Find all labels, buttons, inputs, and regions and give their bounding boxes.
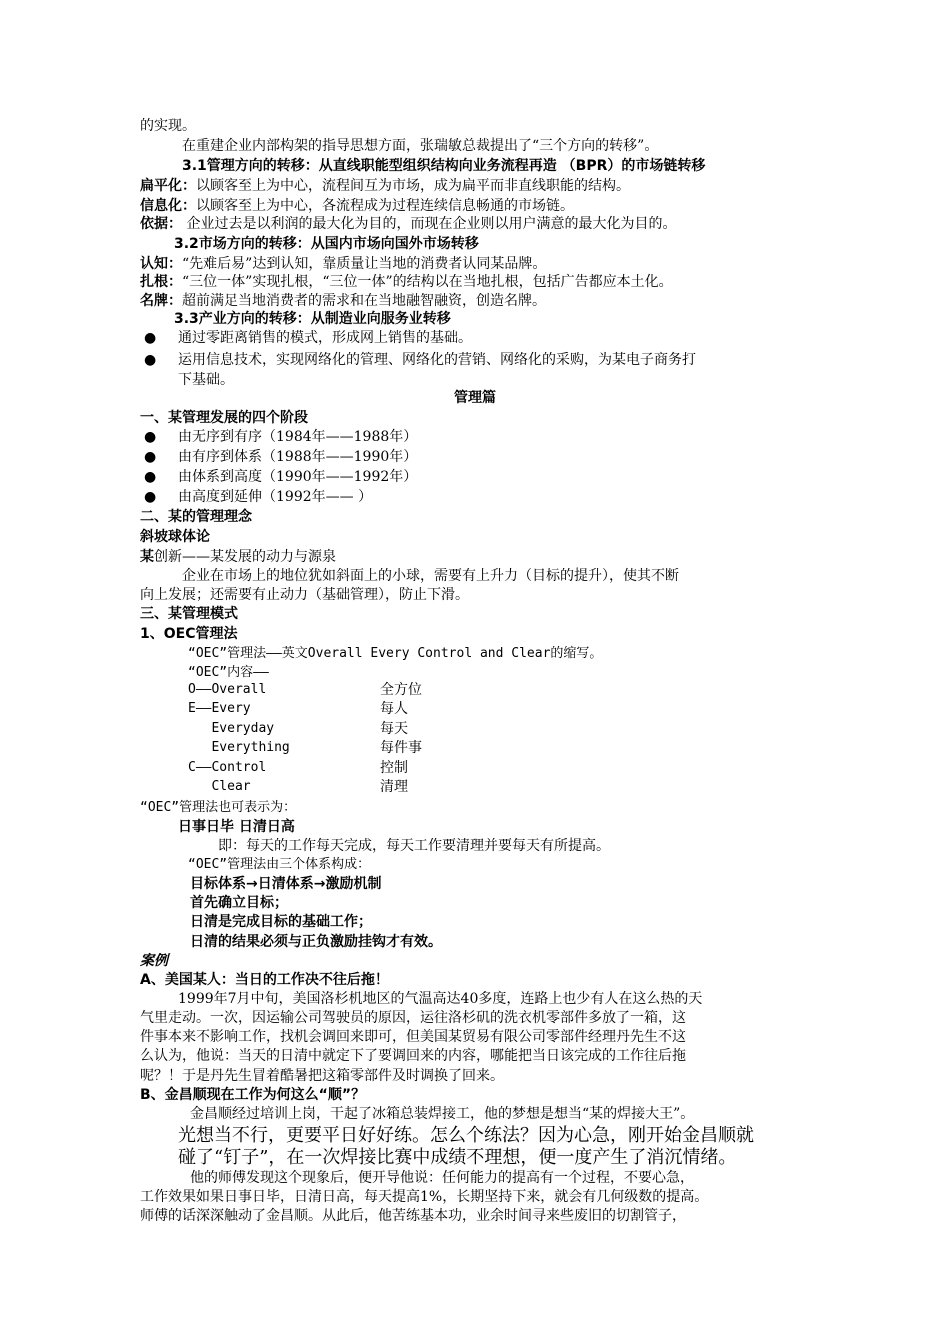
system-point: 首先确立目标； — [190, 895, 288, 911]
oec-term-zh: 每天 — [380, 721, 408, 737]
bullet-icon: ● — [144, 489, 157, 505]
oec-term-en: Everyday — [188, 721, 275, 736]
case-a-text: 么认为，他说：当天的日清中就定下了要调回来的内容，哪能把当日该完成的工作往后拖 — [140, 1048, 686, 1064]
term-value: 以顾客至上为中心，流程间互为市场，成为扁平而非直线职能的结构。 — [196, 178, 630, 194]
term-value: 超前满足当地消费者的需求和在当地融智融资，创造名牌。 — [182, 293, 546, 309]
text-line: 在重建企业内部构架的指导思想方面，张瑞敏总裁提出了“三个方向的转移”。 — [182, 138, 659, 154]
bullet-icon: ● — [144, 352, 157, 368]
oec-term-zh: 每件事 — [380, 740, 422, 756]
system-intro: “OEC”管理法由三个体系构成： — [188, 857, 371, 872]
term-label: 认知： — [140, 256, 182, 272]
system-point: 日清是完成目标的基础工作； — [190, 914, 372, 930]
bullet-icon: ● — [144, 469, 157, 485]
motto-explanation: 即：每天的工作每天完成，每天工作要清理并要每天有所提高。 — [218, 838, 610, 854]
oec-definition: “OEC”管理法——英文Overall Every Control and Clear的缩写。 — [188, 646, 603, 661]
stage-item: 由有序到体系（1988年——1990年） — [178, 449, 418, 465]
definition-basis — [140, 214, 676, 234]
section-title: 管理篇 — [454, 390, 496, 406]
text-line: 向上发展；还需要有止动力（基础管理），防止下滑。 — [140, 587, 469, 603]
heading-slope-theory: 斜坡球体论 — [140, 529, 210, 545]
stage-item: 由无序到有序（1984年——1988年） — [178, 429, 418, 445]
case-a-text: 气里走动。一次，因运输公司驾驶员的原因，运往洛杉矶的洗衣机零部件多放了一箱，这 — [140, 1010, 686, 1026]
oec-expression: “OEC”管理法也可表示为： — [140, 800, 297, 815]
text-line: 企业在市场上的地位犹如斜面上的小球，需要有上升力（目标的提升），使其不断 — [182, 568, 679, 584]
oec-term-en: E——Every — [188, 701, 251, 716]
bullet-text: 下基础。 — [178, 372, 234, 388]
case-a-text: 件事本来不影响工作，找机会调回来即可，但美国某贸易有限公司零部件经理丹先生不这 — [140, 1029, 686, 1045]
stage-item: 由高度到延伸（1992年—— ） — [178, 489, 373, 505]
term-value: 以顾客至上为中心，各流程成为过程连续信息畅通的市场链。 — [196, 198, 574, 214]
innovation-text: 创新——某发展的动力与源泉 — [154, 549, 336, 565]
oec-term-zh: 清理 — [380, 779, 408, 795]
oec-content-label: “OEC”内容—— — [188, 665, 269, 680]
case-a-title: A、美国某人：当日的工作决不往后拖！ — [140, 972, 389, 988]
term-label: 信息化： — [140, 198, 196, 214]
term-value: “三位一体”实现扎根，“三位一体”的结构以在当地扎根，包括广告都应本土化。 — [182, 274, 673, 290]
bullet-icon: ● — [144, 330, 157, 346]
oec-term-zh: 全方位 — [380, 682, 422, 698]
case-b-text: 工作效果如果日事日毕，日清日高，每天提高1%，长期坚持下来，就会有几何级数的提高。 — [140, 1189, 709, 1205]
motto: 日事日毕 日清日高 — [178, 819, 295, 835]
heading-stages: 一、某管理发展的四个阶段 — [140, 410, 308, 426]
case-b-text: 他的师傅发现这个现象后，便开导他说：任何能力的提高有一个过程，不要心急， — [190, 1170, 694, 1186]
innovation-line — [140, 547, 336, 567]
term-value: 企业过去是以利润的最大化为目的，而现在企业则以用户满意的最大化为目的。 — [182, 216, 677, 232]
subheading-3-3: 3.3产业方向的转移：从制造业向服务业转移 — [174, 311, 451, 327]
heading-mode: 三、某管理模式 — [140, 606, 238, 622]
definition-flat — [140, 176, 630, 196]
term-label: 名牌： — [140, 293, 182, 309]
system-chain: 目标体系→日清体系→激励机制 — [190, 876, 382, 892]
oec-term-en: Clear — [188, 779, 251, 794]
bullet-icon: ● — [144, 449, 157, 465]
case-a-text: 1999年7月中旬，美国洛杉机地区的气温高达40多度，连路上也少有人在这么热的天 — [178, 991, 703, 1007]
case-b-title: B、金昌顺现在工作为何这么“顺”？ — [140, 1087, 366, 1103]
term-value: “先难后易”达到认知，靠质量让当地的消费者认同某品牌。 — [182, 256, 547, 272]
text-line: 的实现。 — [140, 118, 196, 134]
oec-term-en: O——Overall — [188, 682, 267, 697]
term-label: 依据： — [140, 216, 182, 232]
definition-brand — [140, 291, 546, 311]
case-b-text: 师傅的话深深触动了金昌顺。从此后，他苦练基本功，业余时间寻来些废旧的切割管子， — [140, 1208, 686, 1224]
term-label: 扎根： — [140, 274, 182, 290]
definition-root — [140, 272, 673, 292]
subheading-3-2: 3.2市场方向的转移：从国内市场向国外市场转移 — [174, 236, 479, 252]
system-point: 日清的结果必须与正负激励挂钩才有效。 — [190, 934, 442, 950]
case-a-text: 呢？！于是丹先生冒着酷暑把这箱零部件及时调换了回来。 — [140, 1068, 504, 1084]
bullet-text: 运用信息技术，实现网络化的管理、网络化的营销、网络化的采购，为某电子商务打 — [178, 352, 696, 368]
bullet-text: 通过零距离销售的模式，形成网上销售的基础。 — [178, 330, 472, 346]
heading-oec: 1、OEC管理法 — [140, 626, 238, 642]
definition-info — [140, 196, 574, 216]
oec-term-zh: 每人 — [380, 701, 408, 717]
heading-philosophy: 二、某的管理理念 — [140, 509, 252, 525]
innovation-prefix: 某 — [140, 549, 154, 565]
case-heading: 案例 — [140, 953, 168, 969]
term-label: 扁平化： — [140, 178, 196, 194]
stage-item: 由体系到高度（1990年——1992年） — [178, 469, 418, 485]
definition-cognition — [140, 254, 546, 274]
oec-term-zh: 控制 — [380, 760, 408, 776]
case-b-text: 金昌顺经过培训上岗，干起了冰箱总装焊接工，他的梦想是想当“某的焊接大王”。 — [190, 1106, 695, 1122]
oec-term-en: C——Control — [188, 760, 267, 775]
subheading-3-1: 3.1管理方向的转移：从直线职能型组织结构向业务流程再造 （BPR）的市场链转移 — [182, 158, 706, 174]
case-b-text: 光想当不行，更要平日好好练。怎么个练法？因为心急，刚开始金昌顺就 — [178, 1125, 754, 1146]
case-b-text: 碰了“钉子”，在一次焊接比赛中成绩不理想，便一度产生了消沉情绪。 — [178, 1147, 737, 1168]
bullet-icon: ● — [144, 429, 157, 445]
oec-term-en: Everything — [188, 740, 290, 755]
